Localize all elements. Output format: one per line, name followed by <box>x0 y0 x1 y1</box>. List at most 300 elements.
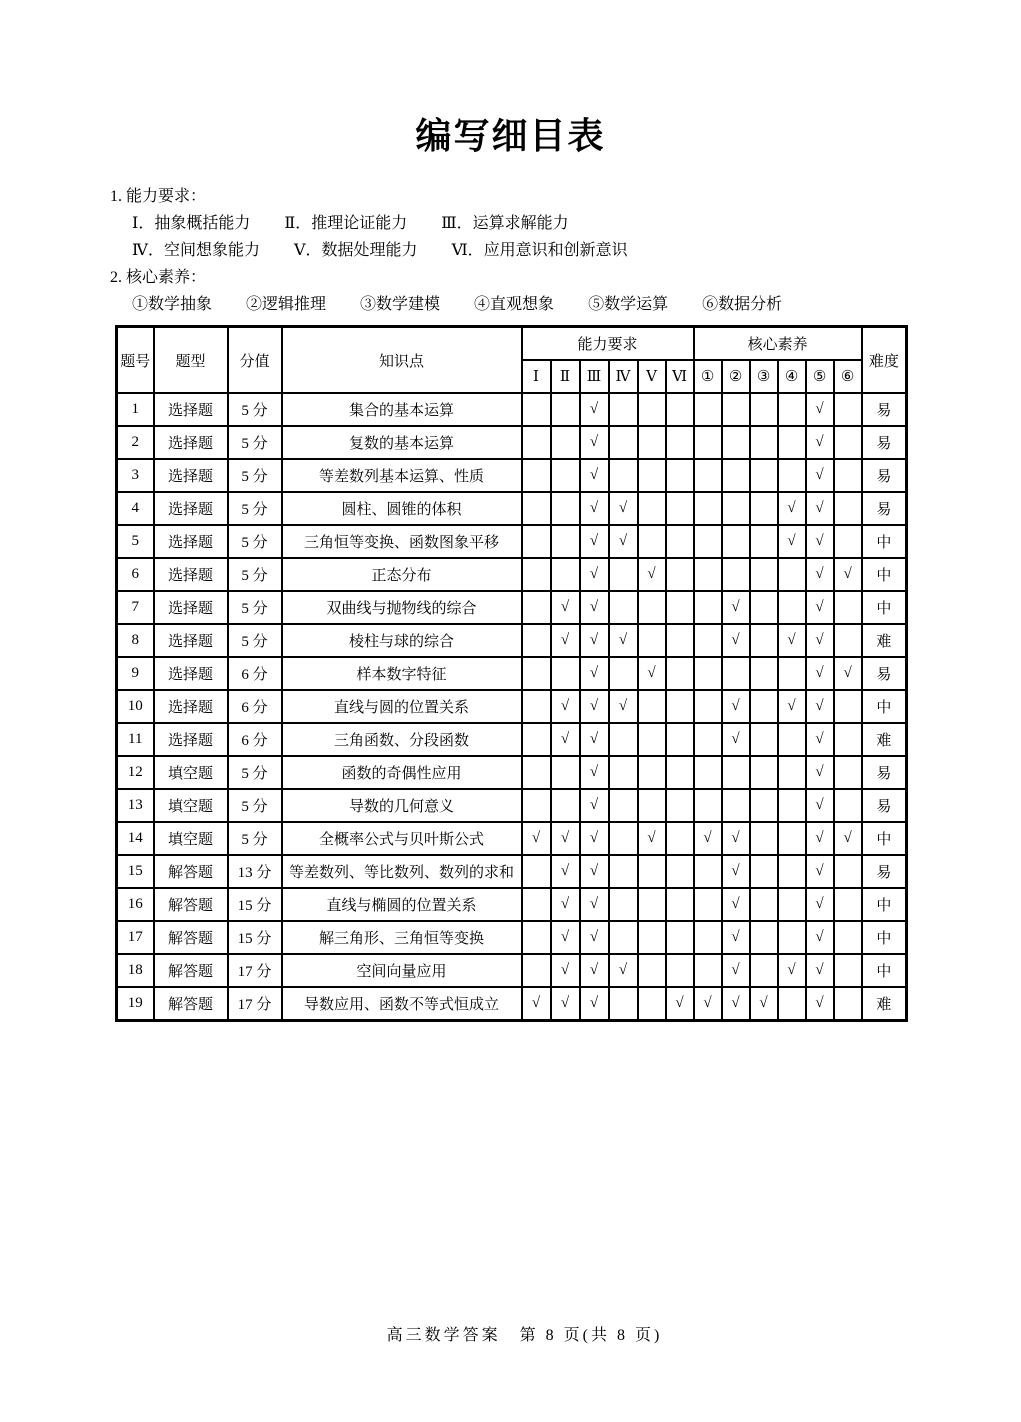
ability-check-cell-6: √ <box>666 987 694 1021</box>
competency-check-cell-4 <box>778 789 806 822</box>
col-header-question-type: 题型 <box>154 327 228 394</box>
competency-check-cell-5: √ <box>806 393 834 426</box>
question-type-cell: 选择题 <box>154 426 228 459</box>
competency-check-cell-4 <box>778 888 806 921</box>
knowledge-point-cell: 空间向量应用 <box>282 954 522 987</box>
points-cell: 15 分 <box>228 921 282 954</box>
notes-section <box>110 183 1021 318</box>
ability-check-cell-3: √ <box>580 492 609 525</box>
competency-check-cell-3 <box>750 591 778 624</box>
ability-requirements-line-1 <box>132 210 1021 237</box>
competency-check-cell-2: √ <box>722 624 750 657</box>
competency-check-cell-2 <box>722 558 750 591</box>
competency-check-cell-3 <box>750 624 778 657</box>
competency-check-cell-5: √ <box>806 624 834 657</box>
ability-check-cell-6 <box>666 525 694 558</box>
ability-check-cell-1 <box>522 459 551 492</box>
question-number-cell: 4 <box>117 492 154 525</box>
ability-check-cell-4 <box>609 558 638 591</box>
ability-check-cell-1 <box>522 393 551 426</box>
competency-check-cell-1: √ <box>694 822 722 855</box>
ability-check-cell-3: √ <box>580 393 609 426</box>
ability-check-cell-6 <box>666 789 694 822</box>
question-type-cell: 选择题 <box>154 459 228 492</box>
question-type-cell: 解答题 <box>154 888 228 921</box>
competency-check-cell-4 <box>778 921 806 954</box>
ability-check-cell-3: √ <box>580 888 609 921</box>
question-number-cell: 17 <box>117 921 154 954</box>
competency-check-cell-5: √ <box>806 756 834 789</box>
ability-check-cell-4 <box>609 822 638 855</box>
ability-check-cell-4: √ <box>609 525 638 558</box>
question-type-cell: 选择题 <box>154 492 228 525</box>
ability-check-cell-4: √ <box>609 690 638 723</box>
question-number-cell: 5 <box>117 525 154 558</box>
competency-check-cell-3 <box>750 492 778 525</box>
competency-check-cell-6 <box>834 855 862 888</box>
knowledge-point-cell: 导数的几何意义 <box>282 789 522 822</box>
ability-check-cell-4 <box>609 393 638 426</box>
competency-check-cell-3 <box>750 690 778 723</box>
ability-item-6: Ⅵ．应用意识和创新意识 <box>451 242 628 259</box>
question-number-cell: 18 <box>117 954 154 987</box>
competency-check-cell-3 <box>750 921 778 954</box>
competency-check-cell-6 <box>834 756 862 789</box>
table-row <box>117 426 907 459</box>
competency-check-cell-2: √ <box>722 822 750 855</box>
table-row <box>117 393 907 426</box>
points-cell: 17 分 <box>228 987 282 1021</box>
ability-check-cell-5 <box>638 987 666 1021</box>
competency-check-cell-4 <box>778 987 806 1021</box>
ability-check-cell-5 <box>638 690 666 723</box>
ability-check-cell-5 <box>638 888 666 921</box>
table-row <box>117 888 907 921</box>
ability-check-cell-2 <box>551 558 580 591</box>
table-row <box>117 690 907 723</box>
question-number-cell: 16 <box>117 888 154 921</box>
competency-check-cell-2: √ <box>722 591 750 624</box>
competency-check-cell-4 <box>778 591 806 624</box>
knowledge-point-cell: 等差数列基本运算、性质 <box>282 459 522 492</box>
spec-table <box>115 325 908 1022</box>
question-number-cell: 2 <box>117 426 154 459</box>
difficulty-cell: 中 <box>862 558 907 591</box>
competency-check-cell-3 <box>750 723 778 756</box>
points-cell: 5 分 <box>228 492 282 525</box>
competency-check-cell-6: √ <box>834 558 862 591</box>
ability-check-cell-4: √ <box>609 954 638 987</box>
competency-check-cell-3 <box>750 756 778 789</box>
competency-check-cell-6 <box>834 426 862 459</box>
ability-check-cell-2: √ <box>551 855 580 888</box>
col-header-question-no: 题号 <box>117 327 154 394</box>
question-type-cell: 解答题 <box>154 954 228 987</box>
points-cell: 5 分 <box>228 624 282 657</box>
difficulty-cell: 中 <box>862 954 907 987</box>
ability-item-4: Ⅳ．空间想象能力 <box>132 242 260 259</box>
competency-check-cell-4 <box>778 426 806 459</box>
ability-check-cell-1 <box>522 525 551 558</box>
competency-check-cell-1 <box>694 393 722 426</box>
ability-check-cell-2 <box>551 756 580 789</box>
competency-check-cell-6 <box>834 393 862 426</box>
competency-check-cell-3 <box>750 657 778 690</box>
competency-check-cell-5: √ <box>806 888 834 921</box>
difficulty-cell: 易 <box>862 855 907 888</box>
difficulty-cell: 难 <box>862 987 907 1021</box>
table-row <box>117 459 907 492</box>
difficulty-cell: 易 <box>862 789 907 822</box>
competency-check-cell-6 <box>834 525 862 558</box>
ability-check-cell-2: √ <box>551 888 580 921</box>
ability-check-cell-2: √ <box>551 954 580 987</box>
points-cell: 5 分 <box>228 525 282 558</box>
ability-check-cell-5 <box>638 624 666 657</box>
ability-item-2: Ⅱ．推理论证能力 <box>284 215 408 232</box>
ability-check-cell-4 <box>609 888 638 921</box>
competency-check-cell-1 <box>694 690 722 723</box>
question-type-cell: 选择题 <box>154 393 228 426</box>
difficulty-cell: 中 <box>862 888 907 921</box>
ability-check-cell-3: √ <box>580 690 609 723</box>
ability-check-cell-4 <box>609 657 638 690</box>
ability-check-cell-4 <box>609 855 638 888</box>
page-footer: 高三数学答案 第 8 页(共 8 页) <box>386 1327 663 1344</box>
question-number-cell: 19 <box>117 987 154 1021</box>
competency-check-cell-4 <box>778 459 806 492</box>
points-cell: 5 分 <box>228 822 282 855</box>
competency-check-cell-4 <box>778 855 806 888</box>
ability-check-cell-5: √ <box>638 822 666 855</box>
col-header-points: 分值 <box>228 327 282 394</box>
competency-check-cell-6 <box>834 987 862 1021</box>
ability-check-cell-2: √ <box>551 591 580 624</box>
competency-check-cell-1 <box>694 591 722 624</box>
ability-check-cell-6 <box>666 657 694 690</box>
ability-check-cell-3: √ <box>580 525 609 558</box>
ability-check-cell-4 <box>609 459 638 492</box>
competency-check-cell-5: √ <box>806 822 834 855</box>
ability-check-cell-5 <box>638 723 666 756</box>
ability-check-cell-1: √ <box>522 987 551 1021</box>
competency-check-cell-5: √ <box>806 558 834 591</box>
question-number-cell: 15 <box>117 855 154 888</box>
competency-check-cell-1 <box>694 855 722 888</box>
ability-check-cell-6 <box>666 954 694 987</box>
competency-check-cell-2: √ <box>722 855 750 888</box>
table-row <box>117 921 907 954</box>
question-number-cell: 13 <box>117 789 154 822</box>
table-row <box>117 657 907 690</box>
col-header-competency-3: ③ <box>750 360 778 393</box>
question-type-cell: 选择题 <box>154 690 228 723</box>
competency-check-cell-3 <box>750 426 778 459</box>
difficulty-cell: 难 <box>862 624 907 657</box>
competency-check-cell-6 <box>834 888 862 921</box>
core-competency-heading: 2. 核心素养： <box>110 269 207 286</box>
competency-check-cell-3 <box>750 954 778 987</box>
question-number-cell: 7 <box>117 591 154 624</box>
competency-check-cell-6: √ <box>834 657 862 690</box>
competency-check-cell-4: √ <box>778 624 806 657</box>
difficulty-cell: 易 <box>862 426 907 459</box>
ability-check-cell-6 <box>666 624 694 657</box>
ability-check-cell-1 <box>522 888 551 921</box>
question-number-cell: 9 <box>117 657 154 690</box>
ability-check-cell-6 <box>666 459 694 492</box>
ability-check-cell-1 <box>522 492 551 525</box>
ability-check-cell-2: √ <box>551 690 580 723</box>
competency-check-cell-3 <box>750 459 778 492</box>
ability-check-cell-4 <box>609 723 638 756</box>
competency-check-cell-4 <box>778 756 806 789</box>
ability-check-cell-5 <box>638 855 666 888</box>
ability-check-cell-2: √ <box>551 987 580 1021</box>
table-row <box>117 492 907 525</box>
ability-check-cell-5 <box>638 393 666 426</box>
ability-check-cell-3: √ <box>580 954 609 987</box>
competency-check-cell-6 <box>834 459 862 492</box>
competency-check-cell-3 <box>750 525 778 558</box>
ability-check-cell-6 <box>666 921 694 954</box>
question-number-cell: 8 <box>117 624 154 657</box>
points-cell: 6 分 <box>228 657 282 690</box>
difficulty-cell: 易 <box>862 756 907 789</box>
ability-check-cell-2 <box>551 459 580 492</box>
table-row <box>117 756 907 789</box>
ability-check-cell-1 <box>522 954 551 987</box>
knowledge-point-cell: 三角函数、分段函数 <box>282 723 522 756</box>
competency-check-cell-4 <box>778 657 806 690</box>
competency-check-cell-4 <box>778 558 806 591</box>
question-number-cell: 11 <box>117 723 154 756</box>
difficulty-cell: 中 <box>862 525 907 558</box>
ability-check-cell-6 <box>666 492 694 525</box>
competency-check-cell-3 <box>750 393 778 426</box>
competency-check-cell-5: √ <box>806 987 834 1021</box>
competency-check-cell-6 <box>834 921 862 954</box>
ability-check-cell-1 <box>522 723 551 756</box>
competency-check-cell-5: √ <box>806 525 834 558</box>
col-header-competency-2: ② <box>722 360 750 393</box>
points-cell: 5 分 <box>228 558 282 591</box>
question-type-cell: 选择题 <box>154 723 228 756</box>
points-cell: 17 分 <box>228 954 282 987</box>
col-header-competency-4: ④ <box>778 360 806 393</box>
question-type-cell: 填空题 <box>154 756 228 789</box>
question-type-cell: 填空题 <box>154 822 228 855</box>
ability-check-cell-3: √ <box>580 459 609 492</box>
knowledge-point-cell: 等差数列、等比数列、数列的求和 <box>282 855 522 888</box>
ability-check-cell-6 <box>666 756 694 789</box>
competency-item-4: ④直观想象 <box>474 296 555 313</box>
table-row <box>117 591 907 624</box>
core-competency-line <box>132 291 1021 318</box>
ability-check-cell-6 <box>666 888 694 921</box>
ability-check-cell-2 <box>551 525 580 558</box>
ability-check-cell-6 <box>666 690 694 723</box>
ability-item-1: Ⅰ．抽象概括能力 <box>132 215 251 232</box>
knowledge-point-cell: 样本数字特征 <box>282 657 522 690</box>
competency-check-cell-2 <box>722 492 750 525</box>
competency-check-cell-2: √ <box>722 987 750 1021</box>
points-cell: 5 分 <box>228 591 282 624</box>
col-header-ability-6: Ⅵ <box>666 360 694 393</box>
ability-check-cell-5 <box>638 525 666 558</box>
competency-check-cell-1 <box>694 756 722 789</box>
col-header-competency-1: ① <box>694 360 722 393</box>
competency-check-cell-2: √ <box>722 954 750 987</box>
competency-check-cell-5: √ <box>806 426 834 459</box>
col-header-knowledge-point: 知识点 <box>282 327 522 394</box>
points-cell: 6 分 <box>228 690 282 723</box>
question-type-cell: 选择题 <box>154 624 228 657</box>
question-number-cell: 14 <box>117 822 154 855</box>
ability-check-cell-3: √ <box>580 657 609 690</box>
ability-check-cell-1 <box>522 789 551 822</box>
competency-check-cell-6 <box>834 591 862 624</box>
ability-check-cell-5 <box>638 459 666 492</box>
ability-check-cell-5 <box>638 492 666 525</box>
points-cell: 5 分 <box>228 459 282 492</box>
ability-check-cell-1 <box>522 690 551 723</box>
knowledge-point-cell: 解三角形、三角恒等变换 <box>282 921 522 954</box>
ability-check-cell-4 <box>609 591 638 624</box>
table-row <box>117 558 907 591</box>
question-type-cell: 解答题 <box>154 921 228 954</box>
table-row <box>117 855 907 888</box>
ability-check-cell-2 <box>551 393 580 426</box>
ability-check-cell-5 <box>638 921 666 954</box>
ability-check-cell-6 <box>666 723 694 756</box>
ability-check-cell-4 <box>609 987 638 1021</box>
competency-check-cell-4 <box>778 393 806 426</box>
difficulty-cell: 易 <box>862 492 907 525</box>
table-row <box>117 954 907 987</box>
ability-check-cell-6 <box>666 558 694 591</box>
ability-check-cell-1 <box>522 756 551 789</box>
points-cell: 5 分 <box>228 393 282 426</box>
competency-check-cell-5: √ <box>806 789 834 822</box>
competency-check-cell-3: √ <box>750 987 778 1021</box>
question-type-cell: 解答题 <box>154 987 228 1021</box>
ability-check-cell-1 <box>522 591 551 624</box>
difficulty-cell: 中 <box>862 591 907 624</box>
ability-check-cell-6 <box>666 426 694 459</box>
col-header-ability-group: 能力要求 <box>522 327 694 361</box>
competency-check-cell-1 <box>694 723 722 756</box>
points-cell: 5 分 <box>228 756 282 789</box>
competency-item-3: ③数学建模 <box>360 296 441 313</box>
competency-check-cell-5: √ <box>806 954 834 987</box>
table-header-row-1 <box>117 327 907 361</box>
ability-check-cell-6 <box>666 822 694 855</box>
competency-check-cell-3 <box>750 855 778 888</box>
competency-check-cell-6: √ <box>834 822 862 855</box>
competency-check-cell-5: √ <box>806 855 834 888</box>
points-cell: 15 分 <box>228 888 282 921</box>
competency-check-cell-4: √ <box>778 690 806 723</box>
table-row <box>117 525 907 558</box>
ability-check-cell-4: √ <box>609 492 638 525</box>
col-header-competency-group: 核心素养 <box>694 327 862 361</box>
col-header-ability-1: Ⅰ <box>522 360 551 393</box>
ability-check-cell-3: √ <box>580 426 609 459</box>
ability-check-cell-3: √ <box>580 789 609 822</box>
ability-check-cell-6 <box>666 393 694 426</box>
ability-check-cell-6 <box>666 855 694 888</box>
competency-item-2: ②逻辑推理 <box>246 296 327 313</box>
competency-check-cell-1 <box>694 525 722 558</box>
ability-check-cell-1 <box>522 657 551 690</box>
points-cell: 5 分 <box>228 426 282 459</box>
difficulty-cell: 中 <box>862 921 907 954</box>
ability-item-3: Ⅲ．运算求解能力 <box>441 215 569 232</box>
question-number-cell: 12 <box>117 756 154 789</box>
question-type-cell: 解答题 <box>154 855 228 888</box>
ability-check-cell-1: √ <box>522 822 551 855</box>
competency-check-cell-5: √ <box>806 690 834 723</box>
competency-item-5: ⑤数学运算 <box>588 296 669 313</box>
competency-check-cell-1 <box>694 492 722 525</box>
ability-check-cell-3: √ <box>580 822 609 855</box>
col-header-ability-2: Ⅱ <box>551 360 580 393</box>
ability-check-cell-4: √ <box>609 624 638 657</box>
question-number-cell: 6 <box>117 558 154 591</box>
competency-check-cell-2 <box>722 756 750 789</box>
ability-check-cell-5 <box>638 954 666 987</box>
ability-check-cell-5: √ <box>638 657 666 690</box>
ability-check-cell-1 <box>522 426 551 459</box>
ability-check-cell-4 <box>609 426 638 459</box>
competency-check-cell-1 <box>694 789 722 822</box>
ability-check-cell-5 <box>638 756 666 789</box>
knowledge-point-cell: 导数应用、函数不等式恒成立 <box>282 987 522 1021</box>
competency-check-cell-2 <box>722 426 750 459</box>
question-type-cell: 填空题 <box>154 789 228 822</box>
ability-check-cell-5 <box>638 789 666 822</box>
competency-check-cell-6 <box>834 789 862 822</box>
competency-check-cell-3 <box>750 789 778 822</box>
competency-check-cell-6 <box>834 624 862 657</box>
competency-check-cell-5: √ <box>806 591 834 624</box>
ability-check-cell-2 <box>551 789 580 822</box>
table-row <box>117 723 907 756</box>
competency-check-cell-2 <box>722 393 750 426</box>
ability-check-cell-3: √ <box>580 756 609 789</box>
competency-check-cell-1 <box>694 888 722 921</box>
col-header-difficulty: 难度 <box>862 327 907 394</box>
question-type-cell: 选择题 <box>154 558 228 591</box>
col-header-competency-5: ⑤ <box>806 360 834 393</box>
competency-check-cell-2: √ <box>722 921 750 954</box>
competency-check-cell-1 <box>694 558 722 591</box>
competency-check-cell-4: √ <box>778 492 806 525</box>
ability-check-cell-2: √ <box>551 723 580 756</box>
col-header-competency-6: ⑥ <box>834 360 862 393</box>
knowledge-point-cell: 全概率公式与贝叶斯公式 <box>282 822 522 855</box>
knowledge-point-cell: 正态分布 <box>282 558 522 591</box>
competency-check-cell-3 <box>750 888 778 921</box>
ability-check-cell-3: √ <box>580 624 609 657</box>
ability-check-cell-4 <box>609 756 638 789</box>
competency-check-cell-2 <box>722 657 750 690</box>
ability-requirements-heading: 1. 能力要求： <box>110 188 207 205</box>
competency-check-cell-1 <box>694 657 722 690</box>
ability-check-cell-3: √ <box>580 723 609 756</box>
competency-check-cell-6 <box>834 690 862 723</box>
